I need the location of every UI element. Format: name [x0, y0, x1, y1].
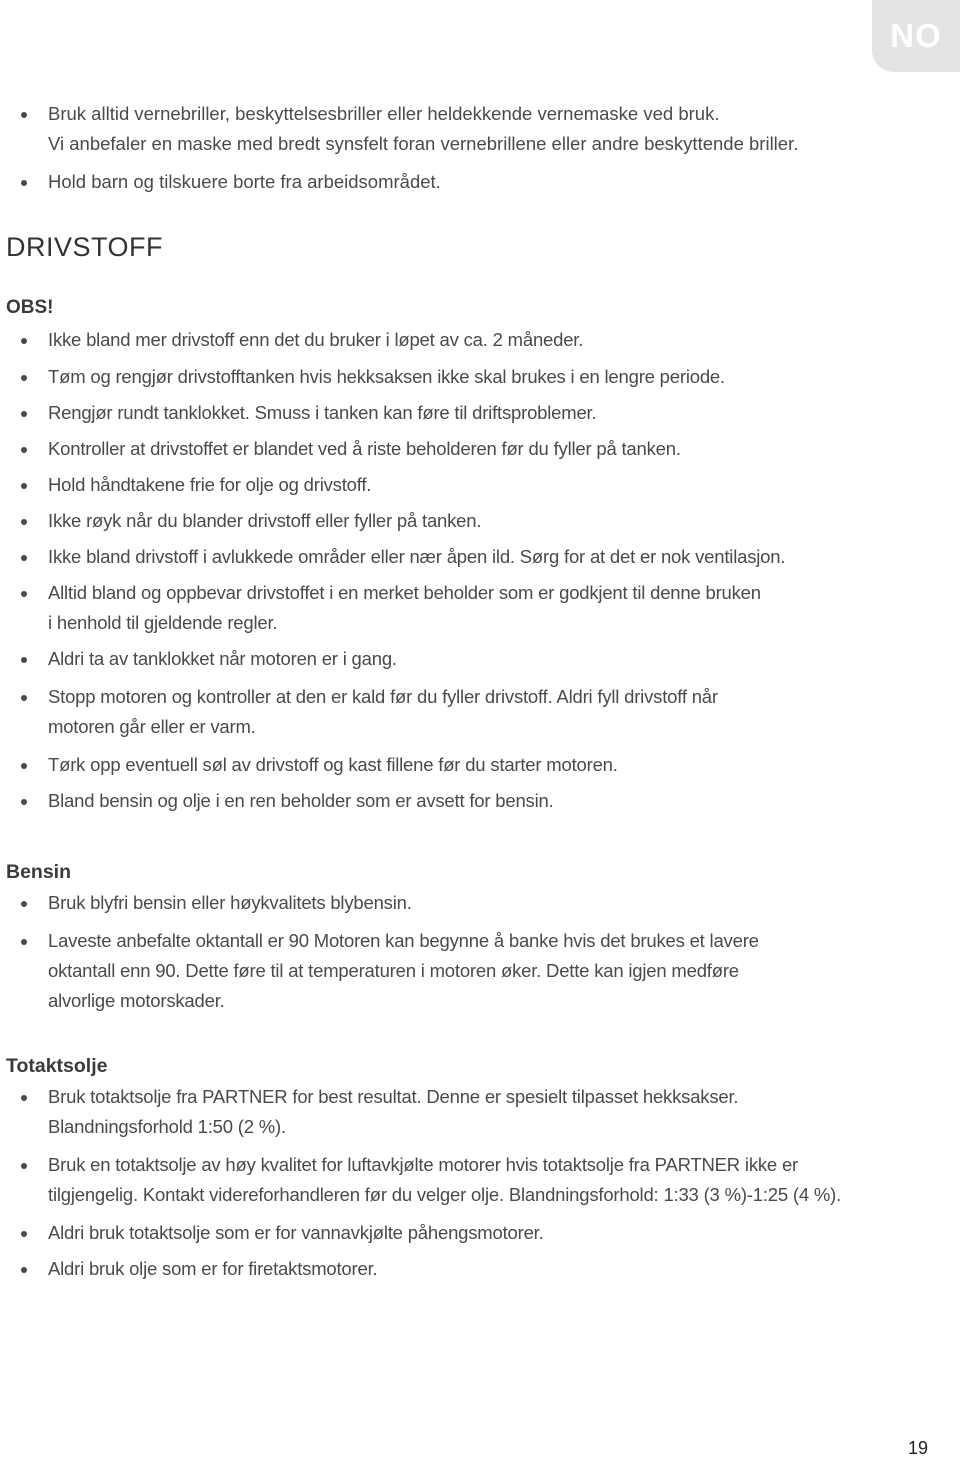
bullet-icon: [21, 657, 27, 663]
bullet-icon: [21, 112, 27, 118]
bullet-icon: [21, 447, 27, 453]
list-item-text: Ikke bland drivstoff i avlukkede områder eller nær åpen ild. Sørg for at det er nok ventilasjon.: [48, 546, 786, 567]
list-item-text: Ikke bland mer drivstoff enn det du bruker i løpet av ca. 2 måneder.: [48, 329, 584, 350]
list-item: [0, 542, 960, 572]
list-item: [0, 470, 960, 500]
list-item: [0, 1150, 960, 1210]
list-item-text: Bruk en totaktsolje av høy kvalitet for luftavkjølte motorer hvis totaktsolje fra PARTNER ikke er tilgjengelig. Kontakt videreforhandleren før du velger olje. Blandningsforhold: 1:33 (3 %)-1:25 (4 %).: [48, 1154, 842, 1205]
bensin-list: [0, 888, 960, 1016]
list-item: [0, 167, 960, 197]
list-item-text: Bruk blyfri bensin eller høykvalitets blybensin.: [48, 892, 412, 913]
list-item: [0, 926, 960, 1016]
list-item: [0, 325, 960, 355]
bullet-icon: [21, 695, 27, 701]
section-heading-bensin: Bensin: [6, 861, 72, 883]
list-item-text: Ikke røyk når du blander drivstoff eller fyller på tanken.: [48, 510, 482, 531]
top-safety-list-block: [0, 99, 960, 197]
list-item: [0, 99, 960, 159]
list-item: [0, 1254, 960, 1284]
bullet-icon: [21, 901, 27, 907]
list-item-text: Tøm og rengjør drivstofftanken hvis hekksaksen ikke skal brukes i en lengre periode.: [48, 366, 725, 387]
list-item-text: Bruk alltid vernebriller, beskyttelsesbriller eller heldekkende vernemaske ved bruk. Vi anbefaler en maske med bredt synsfelt foran vernebrillene eller andre beskyttende briller.: [48, 103, 799, 154]
top-safety-list: [0, 99, 960, 197]
list-item-text: Tørk opp eventuell søl av drivstoff og kast fillene før du starter motoren.: [48, 754, 618, 775]
list-item: [0, 644, 960, 674]
list-item-text: Rengjør rundt tanklokket. Smuss i tanken kan føre til driftsproblemer.: [48, 402, 597, 423]
list-item-text: Stopp motoren og kontroller at den er kald før du fyller drivstoff. Aldri fyll drivstoff når motoren går eller er varm.: [48, 686, 718, 737]
list-item-text: Aldri ta av tanklokket når motoren er i gang.: [48, 648, 397, 669]
list-item: [0, 434, 960, 464]
totaktsolje-list-block: [0, 1082, 960, 1284]
bullet-icon: [21, 799, 27, 805]
list-item: [0, 682, 960, 742]
bullet-icon: [21, 1163, 27, 1169]
bullet-icon: [21, 1095, 27, 1101]
list-item-text: Alltid bland og oppbevar drivstoffet i en merket beholder som er godkjent til denne bruken i henhold til gjeldende regler.: [48, 582, 761, 633]
bullet-icon: [21, 411, 27, 417]
list-item-text: Laveste anbefalte oktantall er 90 Motoren kan begynne å banke hvis det brukes et lavere oktantall enn 90. Dette føre til at temperaturen i motoren øker. Dette kan igjen medføre alvorlige motorskader.: [48, 930, 759, 1011]
list-item-text: Kontroller at drivstoffet er blandet ved å riste beholderen før du fyller på tanken.: [48, 438, 681, 459]
list-item: [0, 506, 960, 536]
list-item: [0, 398, 960, 428]
language-tab: NO: [872, 0, 960, 72]
bullet-icon: [21, 180, 27, 186]
list-item: [0, 1218, 960, 1248]
bullet-icon: [21, 939, 27, 945]
page-number: 19: [907, 1438, 928, 1458]
bullet-icon: [21, 1267, 27, 1273]
list-item: [0, 888, 960, 918]
bullet-icon: [21, 763, 27, 769]
list-item: [0, 750, 960, 780]
drivstoff-list: [0, 325, 960, 816]
bullet-icon: [21, 1231, 27, 1237]
list-item: [0, 578, 960, 638]
bullet-icon: [21, 375, 27, 381]
list-item-text: Aldri bruk totaktsolje som er for vannavkjølte påhengsmotorer.: [48, 1222, 544, 1243]
list-item-text: Bland bensin og olje i en ren beholder som er avsett for bensin.: [48, 790, 554, 811]
obs-label: OBS!: [6, 297, 54, 318]
bullet-icon: [21, 338, 27, 344]
list-item-text: Bruk totaktsolje fra PARTNER for best resultat. Denne er spesielt tilpasset hekksakser. Blandningsforhold 1:50 (2 %).: [48, 1086, 739, 1137]
bullet-icon: [21, 591, 27, 597]
list-item: [0, 362, 960, 392]
bensin-list-block: [0, 888, 960, 1016]
section-heading-drivstoff: DRIVSTOFF: [6, 232, 164, 262]
list-item: [0, 786, 960, 816]
list-item-text: Hold barn og tilskuere borte fra arbeidsområdet.: [48, 171, 441, 192]
bullet-icon: [21, 555, 27, 561]
totaktsolje-list: [0, 1082, 960, 1284]
drivstoff-list-block: [0, 325, 960, 816]
list-item-text: Hold håndtakene frie for olje og drivstoff.: [48, 474, 372, 495]
bullet-icon: [21, 519, 27, 525]
section-heading-totaktsolje: Totaktsolje: [6, 1055, 108, 1077]
list-item: [0, 1082, 960, 1142]
bullet-icon: [21, 483, 27, 489]
list-item-text: Aldri bruk olje som er for firetaktsmotorer.: [48, 1258, 378, 1279]
